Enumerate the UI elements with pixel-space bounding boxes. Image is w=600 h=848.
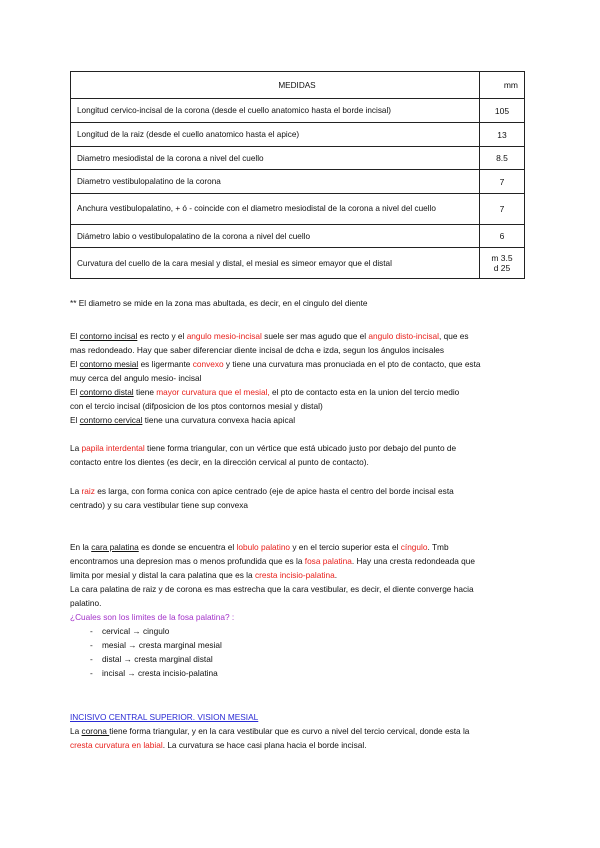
table-row xyxy=(71,99,525,123)
highlight-text: angulo disto-incisal xyxy=(368,331,439,341)
row-value: 6 xyxy=(480,225,525,248)
row-label: Longitud de la raiz (desde el cuello anatomico hasta el apice) xyxy=(71,123,480,147)
text-span: suele ser mas agudo que el xyxy=(261,331,369,341)
paragraph-line: contacto entre los dientes (es decir, en la dirección cervical al punto de contacto). xyxy=(70,457,369,467)
row-value: 8.5 xyxy=(480,147,525,170)
table-row xyxy=(71,194,525,225)
table-row xyxy=(71,225,525,248)
text-span: . xyxy=(334,570,338,580)
term-contorno-cervical: contorno cervical xyxy=(79,415,143,425)
row-value: 7 xyxy=(480,194,525,225)
list-bullet: - xyxy=(90,626,93,636)
term-corona: corona xyxy=(81,726,110,736)
list-item xyxy=(70,666,530,680)
text-span: . Tmb xyxy=(427,542,449,552)
list-item xyxy=(70,624,530,638)
text-span: tiene una curvatura convexa hacia apical xyxy=(142,415,296,425)
text-span: tiene forma triangular, y en la cara vestibular que es curvo a nivel del tercio cervical, donde esta la xyxy=(109,726,470,736)
table-header-row xyxy=(71,72,525,99)
row-label: Diametro vestibulopalatino de la corona xyxy=(71,170,480,194)
row-value xyxy=(480,248,525,279)
paragraph-line: muy cerca del angulo mesio- incisal xyxy=(70,373,202,383)
table-row xyxy=(71,170,525,194)
paragraph-line xyxy=(70,329,530,343)
list-bullet: - xyxy=(90,668,93,678)
diameter-note: ** El diametro se mide en la zona mas abultada, es decir, en el cingulo del diente xyxy=(70,298,368,308)
section-heading-link[interactable]: INCISIVO CENTRAL SUPERIOR. VISION MESIAL xyxy=(70,712,259,722)
text-span: y tiene una curvatura mas pronuciada en el pto de contacto, que esta xyxy=(223,359,481,369)
text-span: es larga, con forma conica con apice centrado (eje de apice hasta el centro del borde incisal esta xyxy=(94,486,454,496)
row-value-line: m 3.5 xyxy=(491,253,513,263)
table-row xyxy=(71,123,525,147)
row-label: Curvatura del cuello de la cara mesial y distal, el mesial es simeor emayor que el distal xyxy=(71,248,480,279)
list-item-text: incisal → cresta incisio-palatina xyxy=(102,668,218,678)
text-span: . La curvatura se hace casi plana hacia el borde incisal. xyxy=(162,740,367,750)
term-cara-palatina: cara palatina xyxy=(91,542,139,552)
text-span: , que es xyxy=(438,331,469,341)
text-span: La xyxy=(70,726,82,736)
text-span: el pto de contacto esta en la union del tercio medio xyxy=(269,387,460,397)
text-span: es donde se encuentra el xyxy=(138,542,237,552)
list-item xyxy=(70,638,530,652)
row-label: Longitud cervico-incisal de la corona (desde el cuello anatomico hasta el borde incisal) xyxy=(71,99,480,123)
term-contorno-distal: contorno distal xyxy=(79,387,134,397)
highlight-text: fosa palatina xyxy=(304,556,352,566)
list-item xyxy=(70,652,530,666)
highlight-text: cresta curvatura en labial xyxy=(70,740,163,750)
text-span: y en el tercio superior esta el xyxy=(290,542,401,552)
raiz-paragraph xyxy=(70,484,530,512)
row-label: Anchura vestibulopalatino, + ó - coincide con el diametro mesiodistal de la corona a nivel del cuello xyxy=(71,194,480,225)
table-header-unit: mm xyxy=(480,72,525,99)
highlight-text: convexo xyxy=(192,359,224,369)
papila-paragraph xyxy=(70,441,530,469)
measures-table xyxy=(70,71,525,279)
table-row xyxy=(71,147,525,170)
list-bullet: - xyxy=(90,654,93,664)
list-item-text: distal → cresta marginal distal xyxy=(102,654,213,664)
row-value: 7 xyxy=(480,170,525,194)
palatina-section xyxy=(70,540,530,680)
row-label: Diámetro labio o vestibulopalatino de la corona a nivel del cuello xyxy=(71,225,480,248)
paragraph-line xyxy=(70,385,530,399)
paragraph-line xyxy=(70,441,530,455)
paragraph-line xyxy=(70,724,530,738)
paragraph-line: palatino. xyxy=(70,598,102,608)
text-span: El xyxy=(70,415,80,425)
text-span: es ligermante xyxy=(138,359,193,369)
limits-list xyxy=(70,624,530,680)
text-span: tiene forma triangular, con un vértice que está ubicado justo por debajo del punto de xyxy=(144,443,457,453)
highlight-text: angulo mesio-incisal xyxy=(186,331,262,341)
paragraph-line xyxy=(70,540,530,554)
mesial-section xyxy=(70,710,530,752)
text-span: limita por mesial y distal la cara palatina que es la xyxy=(70,570,255,580)
question-line: ¿Cuales son los limites de la fosa palatina? : xyxy=(70,612,235,622)
list-bullet: - xyxy=(90,640,93,650)
text-span: La xyxy=(70,486,82,496)
paragraph-line xyxy=(70,413,530,427)
highlight-text: papila interdental xyxy=(81,443,145,453)
highlight-text: lobulo palatino xyxy=(236,542,291,552)
text-span: encontramos una depresion mas o menos profundida que es la xyxy=(70,556,305,566)
highlight-text: mayor curvatura que el mesial, xyxy=(156,387,270,397)
row-value-line: d 25 xyxy=(493,263,511,273)
list-item-text: cervical → cingulo xyxy=(102,626,170,636)
paragraph-line: centrado) y su cara vestibular tiene sup convexa xyxy=(70,500,249,510)
paragraph-line: mas redondeado. Hay que saber diferenciar diente incisal de dcha e izda, segun los ángulos incisales xyxy=(70,345,445,355)
text-span: En la xyxy=(70,542,92,552)
paragraph-line xyxy=(70,484,530,498)
term-contorno-mesial: contorno mesial xyxy=(79,359,139,369)
row-value: 105 xyxy=(480,99,525,123)
term-contorno-incisal: contorno incisal xyxy=(79,331,138,341)
paragraph-line: con el tercio incisal (difposicion de los ptos contornos mesial y distal) xyxy=(70,401,323,411)
paragraph-line xyxy=(70,568,530,582)
paragraph-line xyxy=(70,738,530,752)
text-span: . Hay una cresta redondeada que xyxy=(351,556,475,566)
row-label: Diametro mesiodistal de la corona a nivel del cuello xyxy=(71,147,480,170)
highlight-text: cresta incisio-palatina xyxy=(254,570,335,580)
text-span: El xyxy=(70,387,80,397)
contornos-section xyxy=(70,329,530,427)
list-item-text: mesial → cresta marginal mesial xyxy=(102,640,222,650)
row-value: 13 xyxy=(480,123,525,147)
paragraph-line xyxy=(70,357,530,371)
highlight-text: raiz xyxy=(81,486,95,496)
table-header-label: MEDIDAS xyxy=(71,72,480,99)
table-row xyxy=(71,248,525,279)
text-span: tiene xyxy=(133,387,157,397)
text-span: La xyxy=(70,443,82,453)
text-span: es recto y el xyxy=(137,331,187,341)
highlight-text: cíngulo xyxy=(400,542,428,552)
paragraph-line xyxy=(70,554,530,568)
text-span: El xyxy=(70,331,80,341)
paragraph-line: La cara palatina de raiz y de corona es mas estrecha que la cara vestibular, es decir, el diente converge hacia xyxy=(70,584,474,594)
text-span: El xyxy=(70,359,80,369)
